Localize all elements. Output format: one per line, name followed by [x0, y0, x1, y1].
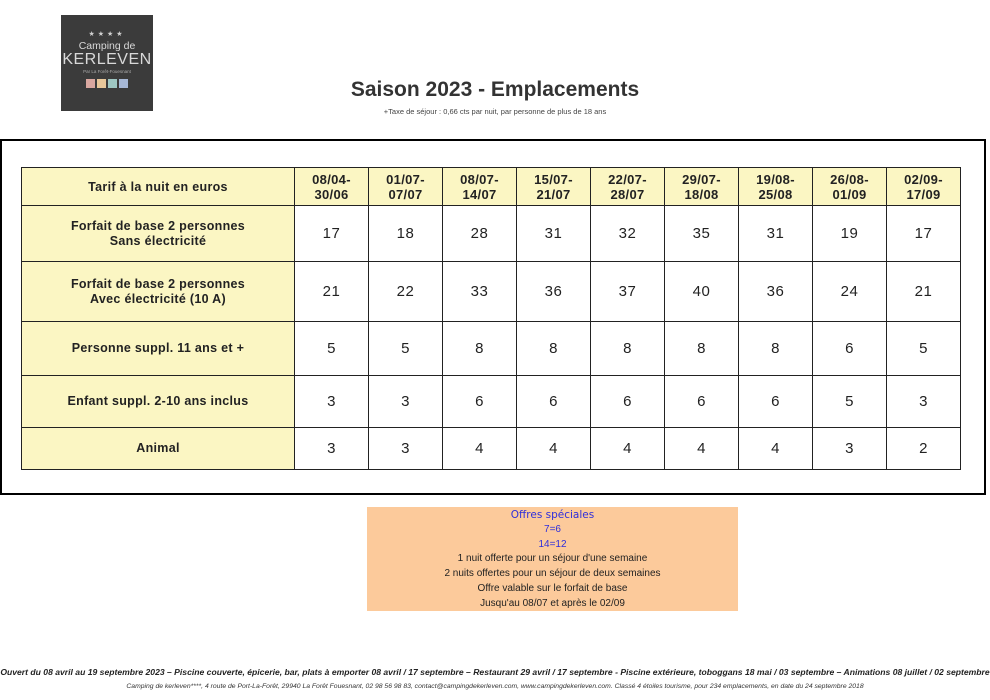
period-header	[665, 168, 739, 206]
period-header	[295, 168, 369, 206]
price-cell: 40	[665, 262, 739, 322]
footer-contact-info: Camping de kerleven****, 4 route de Port-La-Forêt, 29940 La Forêt Fouesnant, 02 98 56 98 83, contact@campingdekerleven.com, www.campingdekerleven.com. Classé 4 étoiles tourisme, pour 234 emplacements, en date du 24 septembre 2018	[126, 683, 864, 690]
row-label-line-1: Forfait de base 2 personnes	[70, 276, 246, 291]
price-cell: 4	[517, 428, 591, 470]
price-cell: 3	[813, 428, 887, 470]
logo-line-1: Camping de	[78, 40, 136, 52]
period-end: 18/08	[684, 186, 719, 202]
period-start: 15/07-	[534, 171, 573, 187]
price-cell: 21	[295, 262, 369, 322]
price-cell: 3	[369, 428, 443, 470]
price-cell: 2	[887, 428, 961, 470]
price-cell: 5	[295, 322, 369, 376]
price-cell: 8	[443, 322, 517, 376]
price-cell: 36	[739, 262, 813, 322]
logo-stars: ★★★★	[88, 31, 126, 38]
price-cell: 37	[591, 262, 665, 322]
row-label-line-2: Sans électricité	[109, 233, 207, 248]
logo-line-2: KERLEVEN	[62, 51, 152, 68]
offer-deal-week: 7=6	[544, 523, 561, 535]
price-cell: 28	[443, 206, 517, 262]
rates-table	[21, 167, 961, 470]
row-label-line-2: Avec électricité (10 A)	[90, 291, 226, 306]
price-cell: 5	[369, 322, 443, 376]
offer-line: 2 nuits offertes pour un séjour de deux semaines	[444, 568, 661, 580]
price-cell: 22	[369, 262, 443, 322]
price-cell: 4	[739, 428, 813, 470]
table-row	[22, 322, 961, 376]
price-cell: 31	[517, 206, 591, 262]
price-cell: 8	[665, 322, 739, 376]
offer-deal-two-weeks: 14=12	[538, 538, 567, 550]
period-header	[517, 168, 591, 206]
price-cell: 8	[591, 322, 665, 376]
period-start: 08/04-	[312, 171, 351, 187]
row-label	[22, 262, 295, 322]
page-subtitle: +Taxe de séjour : 0,66 cts par nuit, par personne de plus de 18 ans	[383, 107, 607, 116]
period-header	[443, 168, 517, 206]
price-cell: 3	[887, 376, 961, 428]
price-cell: 18	[369, 206, 443, 262]
row-label	[22, 206, 295, 262]
period-start: 29/07-	[682, 171, 721, 187]
table-corner-label: Tarif à la nuit en euros	[22, 168, 295, 206]
price-cell: 17	[887, 206, 961, 262]
price-cell: 6	[665, 376, 739, 428]
period-end: 17/09	[906, 186, 941, 202]
period-header	[739, 168, 813, 206]
price-cell: 6	[591, 376, 665, 428]
price-cell: 6	[517, 376, 591, 428]
period-header	[813, 168, 887, 206]
price-cell: 33	[443, 262, 517, 322]
offers-heading: Offres spéciales	[510, 509, 595, 521]
price-cell: 4	[443, 428, 517, 470]
price-cell: 17	[295, 206, 369, 262]
price-cell: 35	[665, 206, 739, 262]
table-row	[22, 262, 961, 322]
period-end: 25/08	[758, 186, 793, 202]
offer-line: Offre valable sur le forfait de base	[477, 582, 628, 594]
row-label: Enfant suppl. 2-10 ans inclus	[22, 376, 295, 428]
page-title: Saison 2023 - Emplacements	[350, 78, 640, 101]
period-start: 22/07-	[608, 171, 647, 187]
price-cell: 6	[443, 376, 517, 428]
price-cell: 36	[517, 262, 591, 322]
period-header	[887, 168, 961, 206]
table-row	[22, 206, 961, 262]
table-header-row	[22, 168, 961, 206]
period-header	[591, 168, 665, 206]
period-end: 14/07	[462, 186, 497, 202]
price-cell: 8	[739, 322, 813, 376]
price-cell: 6	[739, 376, 813, 428]
offer-line: 1 nuit offerte pour un séjour d'une semaine	[457, 553, 648, 565]
offer-line: Jusqu'au 08/07 et après le 02/09	[480, 597, 625, 609]
period-end: 28/07	[610, 186, 645, 202]
period-end: 01/09	[832, 186, 867, 202]
price-cell: 5	[813, 376, 887, 428]
price-cell: 24	[813, 262, 887, 322]
table-row	[22, 376, 961, 428]
price-cell: 31	[739, 206, 813, 262]
price-cell: 3	[369, 376, 443, 428]
row-label: Animal	[22, 428, 295, 470]
price-cell: 4	[591, 428, 665, 470]
special-offers-box	[367, 507, 738, 611]
period-start: 08/07-	[460, 171, 499, 187]
period-end: 07/07	[388, 186, 423, 202]
price-cell: 3	[295, 376, 369, 428]
price-cell: 4	[665, 428, 739, 470]
period-start: 02/09-	[904, 171, 943, 187]
table-row	[22, 428, 961, 470]
period-end: 21/07	[536, 186, 571, 202]
price-cell: 3	[295, 428, 369, 470]
price-cell: 5	[887, 322, 961, 376]
price-cell: 32	[591, 206, 665, 262]
period-start: 01/07-	[386, 171, 425, 187]
period-start: 19/08-	[756, 171, 795, 187]
logo-line-3: Par La Forêt-Fouesnant	[83, 69, 131, 74]
row-label: Personne suppl. 11 ans et +	[22, 322, 295, 376]
row-label-line-1: Forfait de base 2 personnes	[70, 218, 246, 233]
footer-opening-info: Ouvert du 08 avril au 19 septembre 2023 – Piscine couverte, épicerie, bar, plats à emporter 08 avril / 17 septembre – Restaurant 29 avril / 17 septembre - Piscine extérieure, toboggans 18 mai / 03 septembre – Animations 08 juillet / 02 septembre	[0, 667, 990, 677]
period-start: 26/08-	[830, 171, 869, 187]
price-cell: 19	[813, 206, 887, 262]
period-header	[369, 168, 443, 206]
price-cell: 6	[813, 322, 887, 376]
price-cell: 8	[517, 322, 591, 376]
period-end: 30/06	[314, 186, 349, 202]
price-cell: 21	[887, 262, 961, 322]
